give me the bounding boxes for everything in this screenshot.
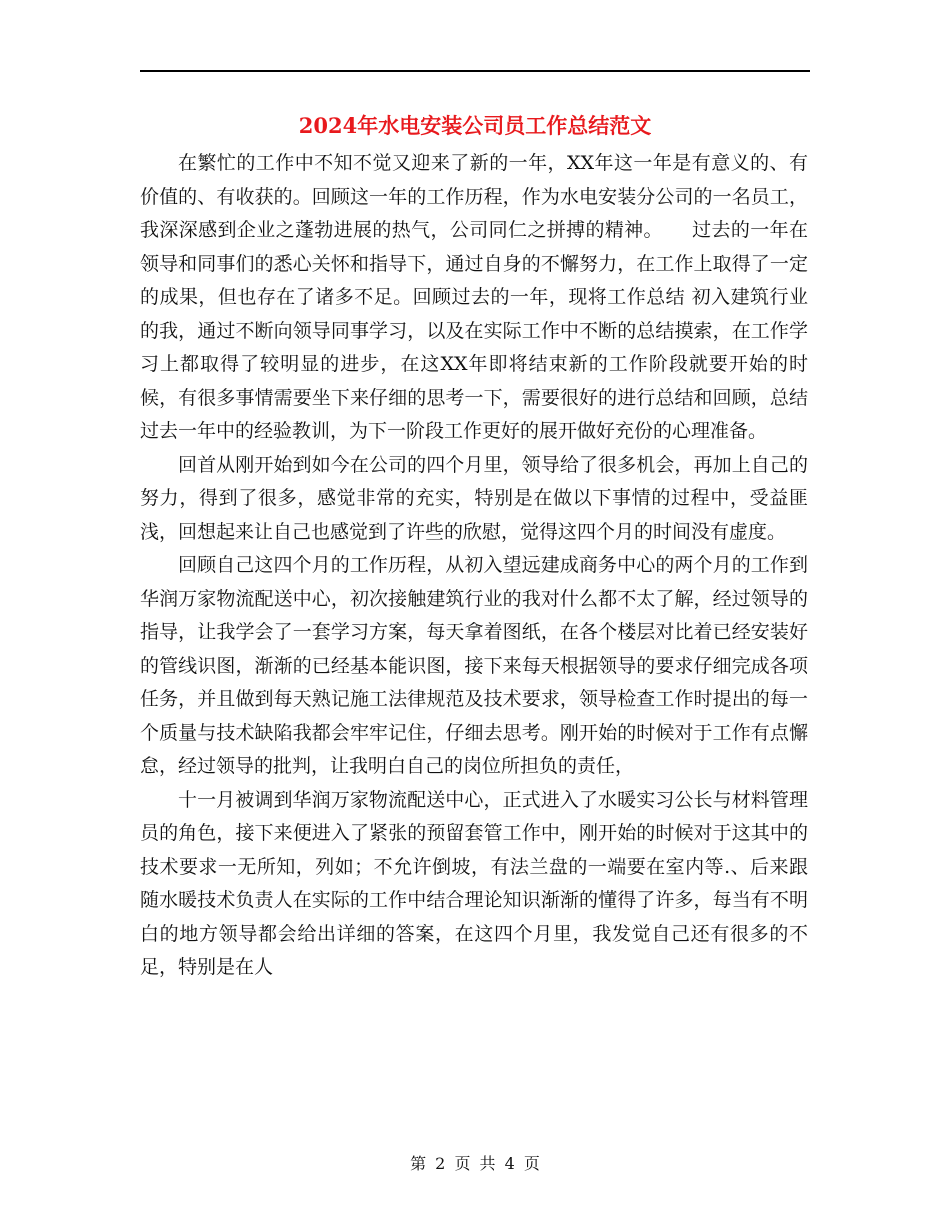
paragraph-3: 回顾自己这四个月的工作历程，从初入望远建成商务中心的两个月的工作到华润万家物流配送中心，初次接触建筑行业的我对什么都不太了解，经过领导的指导，让我学会了一套学习方案，每天拿着图纸，在各个楼层对比着已经安装好的管线识图，渐渐的已经基本能识图，接下来每天根据领导的要求仔细完成各项任务，并且做到每天熟记施工法律规范及技术要求，领导检查工作时提出的每一个质量与技术缺陷我都会牢牢记住，仔细去思考。刚开始的时候对于工作有点懈怠，经过领导的批判，让我明白自己的岗位所担负的责任， [140,554,808,777]
paragraph-1: 在繁忙的工作中不知不觉又迎来了新的一年，XX年这一年是有意义的、有价值的、有收获的。回顾这一年的工作历程，作为水电安装分公司的一名员工，我深深感到企业之蓬勃进展的热气，公司同仁之拼搏的精神。 过去的一年在领导和同事们的悉心关怀和指导下，通过自身的不懈努力，在工作上取得了一定的成果，但也存在了诸多不足。回顾过去的一年，现将工作总结 初入建筑行业的我，通过不断向领导同事学习，以及在实际工作中不断的总结摸索，在工作学习上都取得了较明显的进步，在这XX年即将结束新的工作阶段就要开始的时候，有很多事情需要坐下来仔细的思考一下，需要很好的进行总结和回顾，总结过去一年中的经验教训，为下一阶段工作更好的展开做好充份的心理准备。 [140,152,808,442]
page-footer: 第 2 页 共 4 页 [410,1154,540,1173]
document-title: 2024年水电安装公司员工作总结范文 [298,113,652,138]
document-body [140,147,808,985]
paragraph-2: 回首从刚开始到如今在公司的四个月里，领导给了很多机会，再加上自己的努力，得到了很多，感觉非常的充实，特别是在做以下事情的过程中，受益匪浅，回想起来让自己也感觉到了许些的欣慰，觉得这四个月的时间没有虚度。 [140,453,808,543]
header-rule [140,70,810,72]
paragraph-4: 十一月被调到华润万家物流配送中心，正式进入了水暖实习公长与材料管理员的角色，接下来便进入了紧张的预留套管工作中，刚开始的时候对于这其中的技术要求一无所知，列如；不允许倒坡，有法兰盘的一端要在室内等.、后来跟随水暖技术负责人在实际的工作中结合理论知识渐渐的懂得了许多，每当有不明白的地方领导都会给出详细的答案，在这四个月里，我发觉自己还有很多的不足，特别是在人 [140,788,808,978]
